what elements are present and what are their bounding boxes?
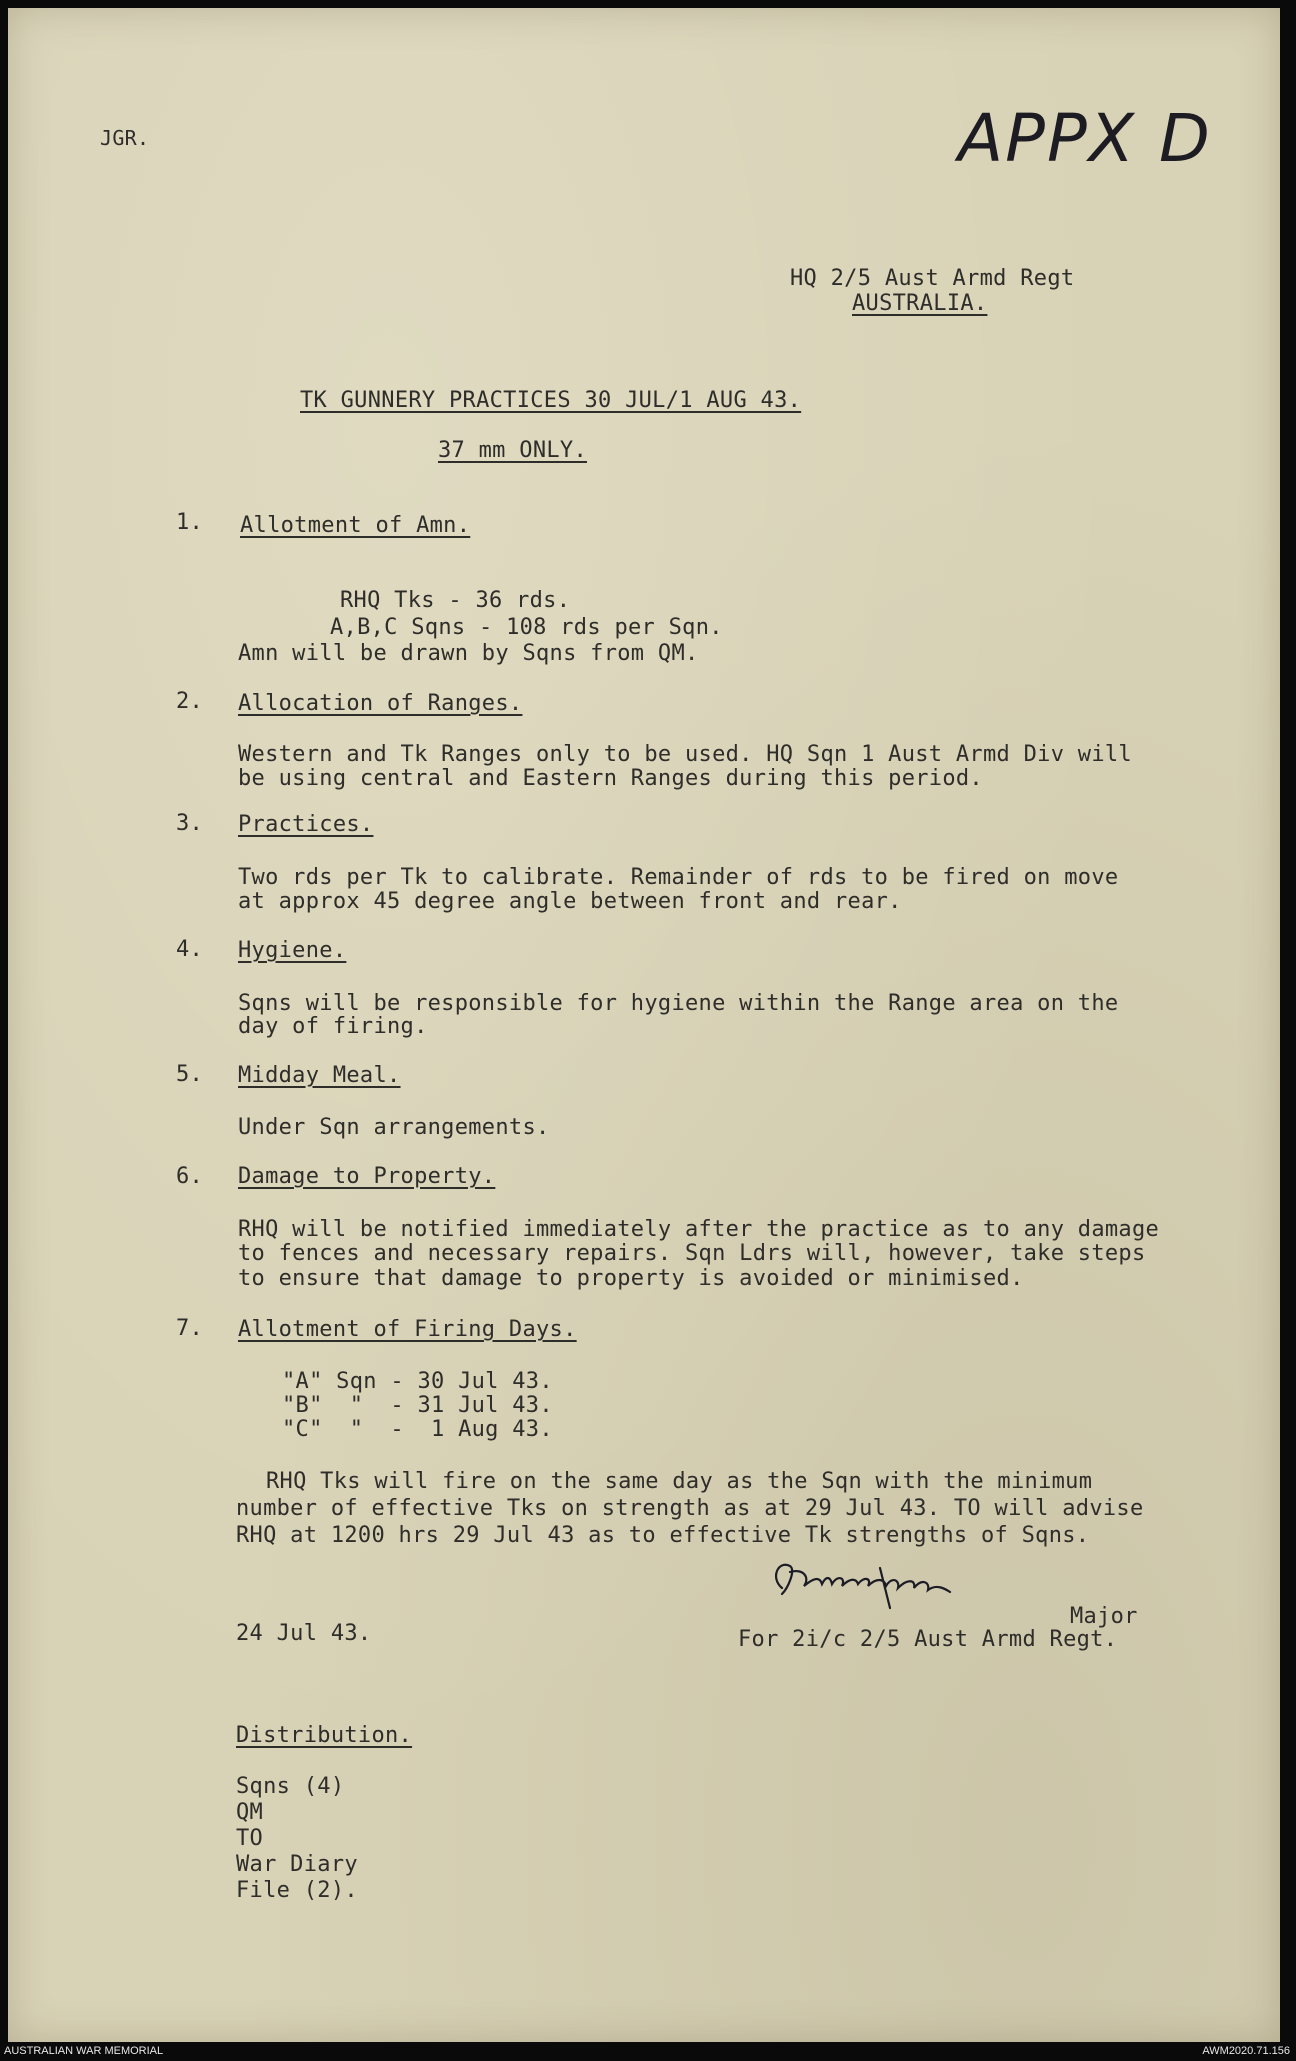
section-6-line: RHQ will be notified immediately after the practice as to any damage <box>238 1217 1160 1242</box>
section-3-heading: Practices. <box>238 812 374 837</box>
handwritten-annotation: APPX D <box>958 100 1212 177</box>
signature-date: 24 Jul 43. <box>236 1621 372 1646</box>
section-6-heading: Damage to Property. <box>238 1164 496 1189</box>
section-4-heading: Hygiene. <box>238 938 347 963</box>
distribution-heading: Distribution. <box>236 1723 413 1748</box>
section-6-line: to fences and necessary repairs. Sqn Ldrs will, however, take steps <box>238 1241 1146 1266</box>
section-3-line: at approx 45 degree angle between front and rear. <box>238 889 902 914</box>
section-7-number: 7. <box>176 1316 204 1341</box>
distribution-item: War Diary <box>236 1852 358 1877</box>
section-2-number: 2. <box>176 689 204 714</box>
section-1-heading: Allotment of Amn. <box>240 513 471 538</box>
archive-reference: AWM2020.71.156 <box>1202 2045 1290 2057</box>
archive-name: AUSTRALIAN WAR MEMORIAL <box>4 2045 164 2057</box>
distribution-item: File (2). <box>236 1878 358 1903</box>
signatory-rank: Major <box>1070 1604 1138 1629</box>
section-5-number: 5. <box>176 1062 204 1087</box>
section-3-line: Two rds per Tk to calibrate. Remainder of rds to be fired on move <box>238 865 1119 890</box>
section-7-line: RHQ Tks will fire on the same day as the Sqn with the minimum <box>266 1469 1093 1494</box>
distribution-item: TO <box>236 1826 264 1851</box>
section-4-number: 4. <box>176 937 204 962</box>
section-2-line: be using central and Eastern Ranges during this period. <box>238 766 983 791</box>
section-2-heading: Allocation of Ranges. <box>238 691 523 716</box>
section-3-number: 3. <box>176 811 204 836</box>
section-6-line: to ensure that damage to property is avoided or minimised. <box>238 1266 1024 1291</box>
section-2-line: Western and Tk Ranges only to be used. HQ Sqn 1 Aust Armd Div will <box>238 742 1132 767</box>
section-1-line: RHQ Tks - 36 rds. <box>340 588 571 613</box>
section-1-line: Amn will be drawn by Sqns from QM. <box>238 641 699 666</box>
document-subtitle: 37 mm ONLY. <box>438 438 587 463</box>
hq-line: HQ 2/5 Aust Armd Regt <box>790 266 1075 291</box>
signatory-line: For 2i/c 2/5 Aust Armd Regt. <box>738 1627 1118 1652</box>
section-7-line: number of effective Tks on strength as at 29 Jul 43. TO will advise <box>236 1496 1144 1521</box>
section-5-heading: Midday Meal. <box>238 1063 401 1088</box>
firing-day-row: "B" " - 31 Jul 43. <box>282 1393 553 1418</box>
firing-day-row: "A" Sqn - 30 Jul 43. <box>282 1369 553 1394</box>
distribution-item: QM <box>236 1800 264 1825</box>
section-4-line: day of firing. <box>238 1014 428 1039</box>
document-page <box>8 8 1280 2042</box>
initials: JGR. <box>100 126 150 150</box>
document-title: TK GUNNERY PRACTICES 30 JUL/1 AUG 43. <box>300 388 802 413</box>
section-7-heading: Allotment of Firing Days. <box>238 1317 577 1342</box>
section-6-number: 6. <box>176 1164 204 1189</box>
section-4-line: Sqns will be responsible for hygiene within the Range area on the <box>238 991 1119 1016</box>
section-1-number: 1. <box>176 510 204 535</box>
archive-footer <box>0 2042 1296 2061</box>
firing-day-row: "C" " - 1 Aug 43. <box>282 1417 553 1442</box>
location: AUSTRALIA. <box>852 291 988 316</box>
section-7-line: RHQ at 1200 hrs 29 Jul 43 as to effective Tk strengths of Sqns. <box>236 1523 1090 1548</box>
distribution-item: Sqns (4) <box>236 1774 345 1799</box>
section-1-line: A,B,C Sqns - 108 rds per Sqn. <box>330 615 723 640</box>
section-5-line: Under Sqn arrangements. <box>238 1115 550 1140</box>
